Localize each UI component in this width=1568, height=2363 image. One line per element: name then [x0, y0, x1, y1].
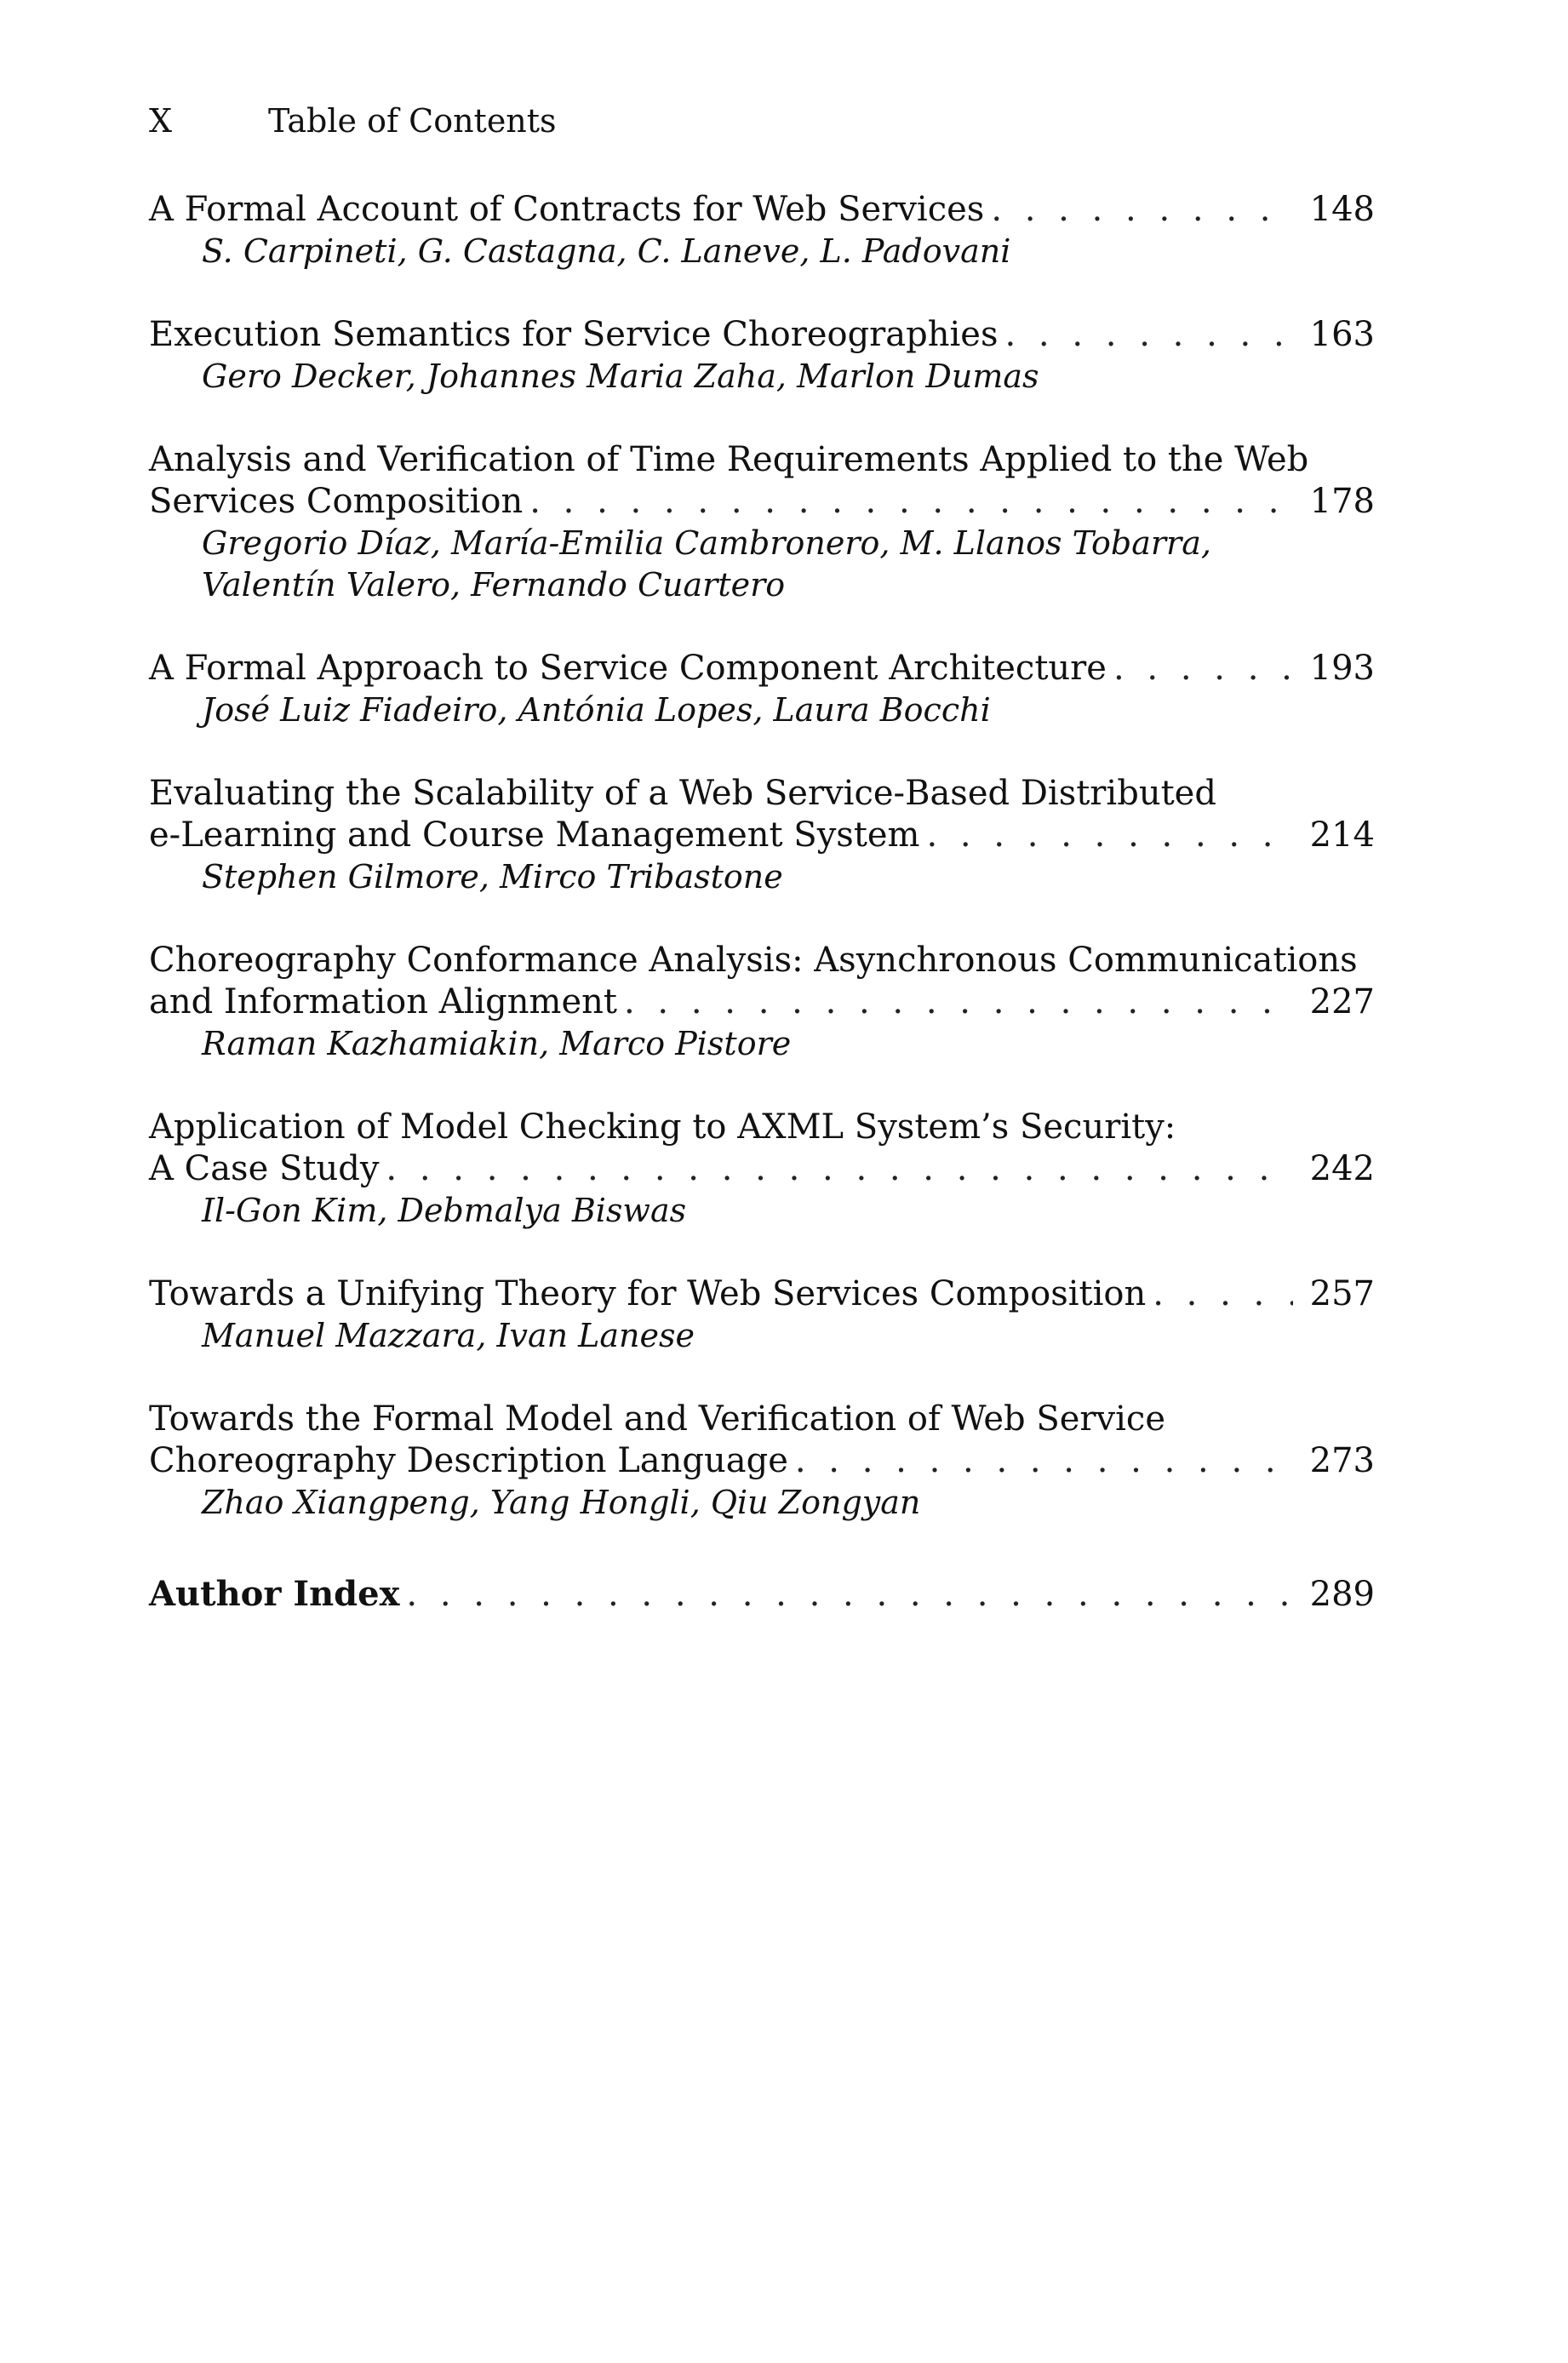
- table-of-contents: [149, 189, 1375, 1657]
- author-index-page-number: 289: [1309, 1575, 1375, 1614]
- entry-title-final-line: [149, 189, 1375, 231]
- entry-page-number: 242: [1309, 1149, 1375, 1188]
- toc-entry: [149, 314, 1375, 398]
- entry-authors: Zhao Xiangpeng, Yang Hongli, Qiu Zongyan: [202, 1484, 921, 1521]
- entry-title-line: Application of Model Checking to AXML System’s Security:: [149, 1107, 1176, 1147]
- entry-page-number: 273: [1309, 1441, 1375, 1480]
- entry-page-number: 214: [1309, 815, 1375, 855]
- entry-title: A Case Study: [149, 1149, 380, 1188]
- dot-leader: [617, 981, 1293, 1023]
- entry-title: e-Learning and Course Management System: [149, 815, 920, 855]
- toc-entry: [149, 1273, 1375, 1357]
- dot-leader: [984, 189, 1293, 231]
- entry-title: Towards a Unifying Theory for Web Services Composition: [149, 1274, 1147, 1313]
- toc-entry: [149, 1399, 1375, 1524]
- toc-entry: [149, 189, 1375, 272]
- entry-page-number: 178: [1309, 482, 1375, 521]
- dot-leader: [1107, 648, 1293, 689]
- toc-entry: [149, 773, 1375, 898]
- entry-title: Services Composition: [149, 482, 524, 521]
- entry-title-final-line: [149, 1148, 1375, 1190]
- entry-title: Choreography Description Language: [149, 1441, 788, 1480]
- entry-authors: Valentín Valero, Fernando Cuartero: [202, 566, 786, 604]
- entry-authors: Raman Kazhamiakin, Marco Pistore: [202, 1025, 792, 1062]
- author-index-entry: [149, 1573, 1375, 1616]
- entry-title: and Information Alignment: [149, 982, 617, 1021]
- entry-authors: S. Carpineti, G. Castagna, C. Laneve, L. Padovani: [202, 232, 1011, 270]
- dot-leader: [1146, 1273, 1293, 1315]
- entry-title-final-line: [149, 815, 1375, 856]
- entry-title-final-line: [149, 314, 1375, 356]
- entry-page-number: 148: [1309, 190, 1375, 229]
- entry-authors: Il-Gon Kim, Debmalya Biswas: [202, 1192, 687, 1229]
- dot-leader: [523, 481, 1293, 523]
- dot-leader: [788, 1440, 1293, 1482]
- entry-page-number: 193: [1309, 649, 1375, 688]
- entry-page-number: 257: [1309, 1274, 1375, 1313]
- entry-title-line: Analysis and Verification of Time Requirements Applied to the Web: [149, 440, 1309, 479]
- entry-title-line: Towards the Formal Model and Verification of Web Service: [149, 1399, 1166, 1439]
- entry-title-final-line: [149, 1440, 1375, 1482]
- dot-leader: [920, 815, 1294, 856]
- entry-page-number: 227: [1309, 982, 1375, 1021]
- entry-title: Execution Semantics for Service Choreographies: [149, 315, 999, 354]
- toc-entry: [149, 940, 1375, 1065]
- entry-title-final-line: [149, 1273, 1375, 1315]
- toc-entry: [149, 439, 1375, 606]
- entry-title-final-line: [149, 648, 1375, 689]
- entry-authors: Stephen Gilmore, Mirco Tribastone: [202, 858, 783, 895]
- toc-entry: [149, 1107, 1375, 1232]
- author-index-label: Author Index: [149, 1574, 400, 1614]
- entry-page-number: 163: [1309, 315, 1375, 354]
- entry-title-line: Choreography Conformance Analysis: Asynchronous Communications: [149, 941, 1358, 980]
- entry-title: A Formal Account of Contracts for Web Services: [149, 190, 985, 229]
- page-folio: X: [149, 102, 173, 140]
- dot-leader: [379, 1148, 1293, 1190]
- entry-authors: Gregorio Díaz, María-Emilia Cambronero, M. Llanos Tobarra,: [202, 524, 1211, 562]
- entry-authors: Gero Decker, Johannes Maria Zaha, Marlon Dumas: [202, 358, 1039, 395]
- running-head: [149, 100, 557, 141]
- entry-title-final-line: [149, 981, 1375, 1023]
- entry-title: A Formal Approach to Service Component Architecture: [149, 649, 1107, 688]
- entry-title-final-line: [149, 481, 1375, 523]
- entry-authors: José Luiz Fiadeiro, Antónia Lopes, Laura Bocchi: [202, 691, 991, 729]
- toc-entry: [149, 648, 1375, 731]
- running-head-title: Table of Contents: [268, 102, 557, 140]
- entry-title-line: Evaluating the Scalability of a Web Service-Based Distributed: [149, 774, 1216, 813]
- dot-leader: [399, 1574, 1293, 1616]
- author-index-line: [149, 1573, 1375, 1616]
- entry-authors: Manuel Mazzara, Ivan Lanese: [202, 1317, 695, 1354]
- dot-leader: [999, 314, 1294, 356]
